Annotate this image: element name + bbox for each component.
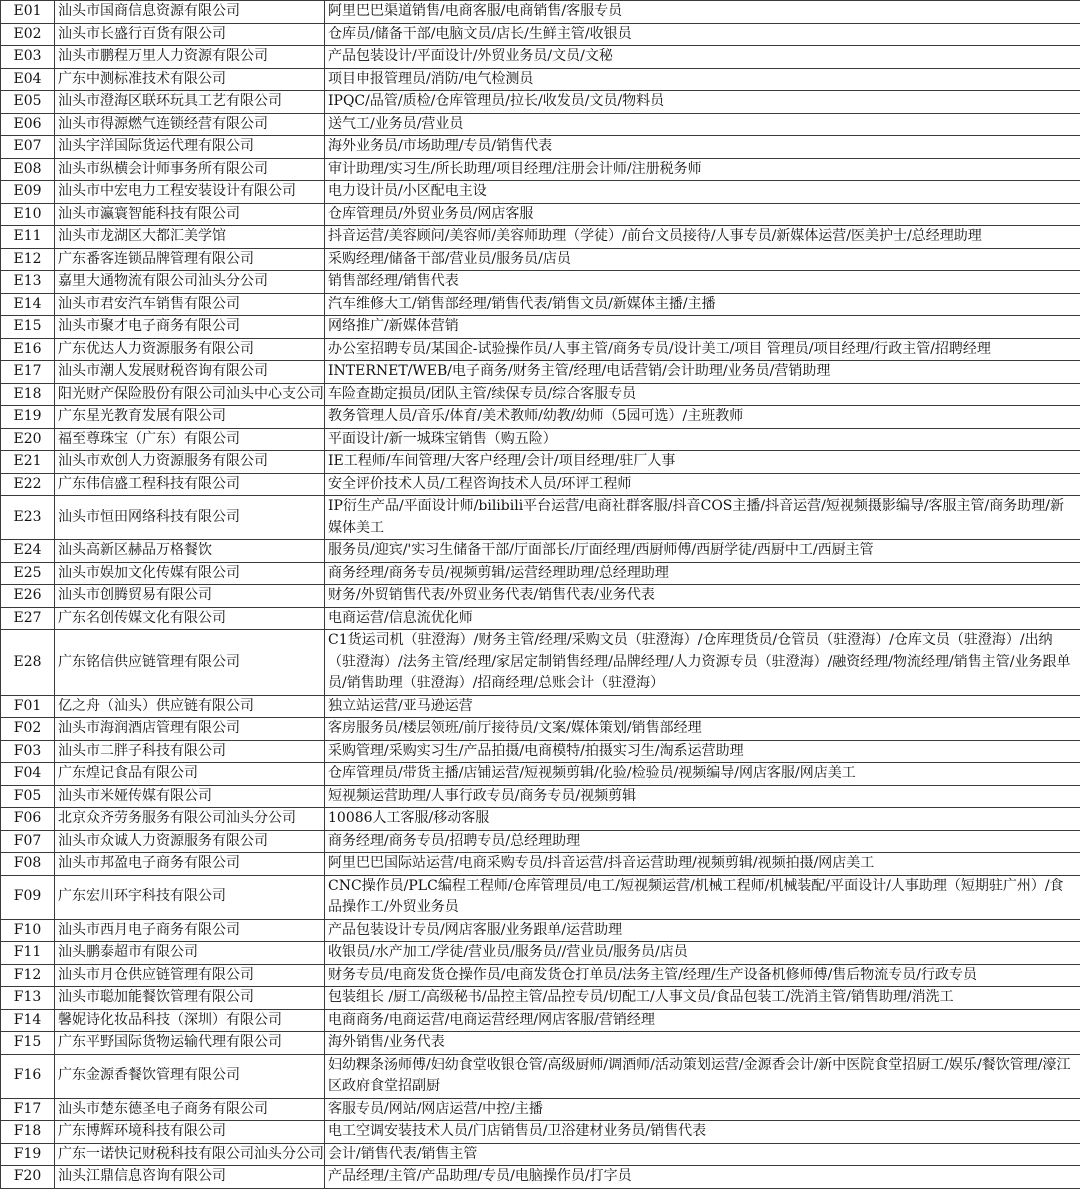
table-row <box>1 740 1080 763</box>
booth-code-cell: E12 <box>1 248 55 271</box>
table-row <box>1 248 1080 271</box>
table-row <box>1 338 1080 361</box>
positions-cell: 电商运营/信息流优化师 <box>325 607 1080 630</box>
positions-cell: 短视频运营助理/人事行政专员/商务专员/视频剪辑 <box>325 785 1080 808</box>
booth-code-cell: F19 <box>1 1143 55 1166</box>
positions-cell: 商务经理/商务专员/视频剪辑/运营经理助理/总经理助理 <box>325 562 1080 585</box>
company-name-cell: 福至尊珠宝（广东）有限公司 <box>55 428 325 451</box>
booth-code-cell: F12 <box>1 964 55 987</box>
booth-code-cell: E03 <box>1 46 55 69</box>
table-row <box>1 763 1080 786</box>
company-name-cell: 广东宏川环宇科技有限公司 <box>55 875 325 919</box>
booth-code-cell: F04 <box>1 763 55 786</box>
booth-code-cell: E08 <box>1 158 55 181</box>
positions-cell: IP衍生产品/平面设计师/bilibili平台运营/电商社群客服/抖音COS主播/抖音运营/短视频摄影编导/客服主管/商务助理/新媒体美工 <box>325 496 1080 540</box>
positions-cell: 教务管理人员/音乐/体育/美术教师/幼教/幼师（5园可选）/主班教师 <box>325 406 1080 429</box>
booth-code-cell: E19 <box>1 406 55 429</box>
table-body <box>1 1 1080 1189</box>
company-name-cell: 汕头市潮人发展财税咨询有限公司 <box>55 361 325 384</box>
booth-code-cell: E14 <box>1 293 55 316</box>
booth-code-cell: E05 <box>1 91 55 114</box>
table-row <box>1 428 1080 451</box>
positions-cell: 产品包装设计专员/网店客服/业务跟单/运营助理 <box>325 919 1080 942</box>
company-name-cell: 汕头高新区赫品万格餐饮 <box>55 540 325 563</box>
positions-cell: 收银员/水产加工/学徒/营业员/服务员//营业员/服务员/店员 <box>325 942 1080 965</box>
table-row <box>1 1009 1080 1032</box>
booth-code-cell: F03 <box>1 740 55 763</box>
company-name-cell: 汕头市邦盈电子商务有限公司 <box>55 853 325 876</box>
booth-code-cell: E28 <box>1 630 55 696</box>
booth-code-cell: F16 <box>1 1054 55 1098</box>
positions-cell: 客房服务员/楼层领班/前厅接待员/文案/媒体策划/销售部经理 <box>325 718 1080 741</box>
positions-cell: 妇幼粿条汤师傅/妇幼食堂收银仓管/高级厨师/调酒师/活动策划运营/金源香会计/新中医院食堂招厨工/娱乐/餐饮管理/濠江区政府食堂招副厨 <box>325 1054 1080 1098</box>
company-name-cell: 广东名创传媒文化有限公司 <box>55 607 325 630</box>
company-name-cell: 阳光财产保险股份有限公司汕头中心支公司 <box>55 383 325 406</box>
positions-cell: 办公室招聘专员/某国企-试验操作员/人事主管/商务专员/设计美工/项目 管理员/项目经理/行政主管/招聘经理 <box>325 338 1080 361</box>
table-row <box>1 1054 1080 1098</box>
booth-code-cell: E17 <box>1 361 55 384</box>
booth-code-cell: E07 <box>1 136 55 159</box>
table-row <box>1 540 1080 563</box>
booth-code-cell: E23 <box>1 496 55 540</box>
company-name-cell: 汕头市众诚人力资源服务有限公司 <box>55 830 325 853</box>
company-name-cell: 广东煌记食品有限公司 <box>55 763 325 786</box>
table-row <box>1 808 1080 831</box>
positions-cell: 产品经理/主管/产品助理/专员/电脑操作员/打字员 <box>325 1166 1080 1189</box>
positions-cell: 销售部经理/销售代表 <box>325 271 1080 294</box>
booth-code-cell: E09 <box>1 181 55 204</box>
table-row <box>1 68 1080 91</box>
table-row <box>1 695 1080 718</box>
booth-code-cell: F02 <box>1 718 55 741</box>
company-name-cell: 汕头市长盛行百货有限公司 <box>55 23 325 46</box>
booth-code-cell: E13 <box>1 271 55 294</box>
company-name-cell: 汕头市娱加文化传媒有限公司 <box>55 562 325 585</box>
table-row <box>1 293 1080 316</box>
positions-cell: 海外业务员/市场助理/专员/销售代表 <box>325 136 1080 159</box>
booth-code-cell: F11 <box>1 942 55 965</box>
company-name-cell: 汕头市聚才电子商务有限公司 <box>55 316 325 339</box>
company-name-cell: 广东一诺快记财税科技有限公司汕头分公司 <box>55 1143 325 1166</box>
positions-cell: 仓库管理员/带货主播/店铺运营/短视频剪辑/化验/检验员/视频编导/网店客服/网店美工 <box>325 763 1080 786</box>
table-row <box>1 830 1080 853</box>
company-name-cell: 汕头市米娅传媒有限公司 <box>55 785 325 808</box>
positions-cell: 汽车维修大工/销售部经理/销售代表/销售文员/新媒体主播/主播 <box>325 293 1080 316</box>
positions-cell: 审计助理/实习生/所长助理/项目经理/注册会计师/注册税务师 <box>325 158 1080 181</box>
positions-cell: 采购经理/储备干部/营业员/服务员/店员 <box>325 248 1080 271</box>
company-name-cell: 汕头市欢创人力资源服务有限公司 <box>55 451 325 474</box>
table-row <box>1 942 1080 965</box>
booth-code-cell: E01 <box>1 1 55 24</box>
company-name-cell: 广东伟信盛工程科技有限公司 <box>55 473 325 496</box>
booth-code-cell: F01 <box>1 695 55 718</box>
positions-cell: CNC操作员/PLC编程工程师/仓库管理员/电工/短视频运营/机械工程师/机械装配/平面设计/人事助理（短期驻广州）/食品操作工/外贸业务员 <box>325 875 1080 919</box>
booth-code-cell: E22 <box>1 473 55 496</box>
company-name-cell: 广东平野国际货物运输代理有限公司 <box>55 1032 325 1055</box>
table-row <box>1 718 1080 741</box>
booth-code-cell: F09 <box>1 875 55 919</box>
table-row <box>1 361 1080 384</box>
company-name-cell: 汕头市恒田网络科技有限公司 <box>55 496 325 540</box>
booth-code-cell: F13 <box>1 987 55 1010</box>
booth-code-cell: E21 <box>1 451 55 474</box>
booth-code-cell: F18 <box>1 1121 55 1144</box>
company-name-cell: 广东中测标准技术有限公司 <box>55 68 325 91</box>
positions-cell: 海外销售/业务代表 <box>325 1032 1080 1055</box>
booth-code-cell: E15 <box>1 316 55 339</box>
booth-code-cell: E26 <box>1 585 55 608</box>
positions-cell: 电商商务/电商运营/电商运营经理/网店客服/营销经理 <box>325 1009 1080 1032</box>
booth-code-cell: F07 <box>1 830 55 853</box>
positions-cell: 安全评价技术人员/工程咨询技术人员/环评工程师 <box>325 473 1080 496</box>
table-row <box>1 987 1080 1010</box>
company-name-cell: 汕头市创腾贸易有限公司 <box>55 585 325 608</box>
company-name-cell: 汕头市纵横会计师事务所有限公司 <box>55 158 325 181</box>
table-row <box>1 181 1080 204</box>
booth-code-cell: E18 <box>1 383 55 406</box>
table-row <box>1 23 1080 46</box>
positions-cell: 网络推广/新媒体营销 <box>325 316 1080 339</box>
company-name-cell: 广东金源香餐饮管理有限公司 <box>55 1054 325 1098</box>
table-row <box>1 875 1080 919</box>
company-name-cell: 汕头市得源燃气连锁经营有限公司 <box>55 113 325 136</box>
company-name-cell: 汕头市澄海区联环玩具工艺有限公司 <box>55 91 325 114</box>
table-row <box>1 113 1080 136</box>
company-name-cell: 汕头市龙湖区大都汇美学馆 <box>55 226 325 249</box>
company-name-cell: 广东番客连锁品牌管理有限公司 <box>55 248 325 271</box>
company-name-cell: 汕头市鹏程万里人力资源有限公司 <box>55 46 325 69</box>
positions-cell: 阿里巴巴渠道销售/电商客服/电商销售/客服专员 <box>325 1 1080 24</box>
positions-cell: 平面设计/新一城珠宝销售（购五险） <box>325 428 1080 451</box>
booth-code-cell: F15 <box>1 1032 55 1055</box>
positions-cell: IPQC/品管/质检/仓库管理员/拉长/收发员/文员/物料员 <box>325 91 1080 114</box>
company-name-cell: 汕头市西月电子商务有限公司 <box>55 919 325 942</box>
positions-cell: 车险查勘定损员/团队主管/续保专员/综合客服专员 <box>325 383 1080 406</box>
company-name-cell: 嘉里大通物流有限公司汕头分公司 <box>55 271 325 294</box>
booth-code-cell: F17 <box>1 1098 55 1121</box>
positions-cell: 仓库管理员/外贸业务员/网店客服 <box>325 203 1080 226</box>
company-name-cell: 广东铭信供应链管理有限公司 <box>55 630 325 696</box>
table-row <box>1 562 1080 585</box>
booth-code-cell: E06 <box>1 113 55 136</box>
positions-cell: IE工程师/车间管理/大客户经理/会计/项目经理/驻厂人事 <box>325 451 1080 474</box>
booth-code-cell: E04 <box>1 68 55 91</box>
table-row <box>1 1 1080 24</box>
table-row <box>1 383 1080 406</box>
positions-cell: 阿里巴巴国际站运营/电商采购专员/抖音运营/抖音运营助理/视频剪辑/视频拍摄/网店美工 <box>325 853 1080 876</box>
table-row <box>1 271 1080 294</box>
table-row <box>1 46 1080 69</box>
company-name-cell: 汕头市中宏电力工程安装设计有限公司 <box>55 181 325 204</box>
company-name-cell: 汕头市二胖子科技有限公司 <box>55 740 325 763</box>
positions-cell: 商务经理/商务专员/招聘专员/总经理助理 <box>325 830 1080 853</box>
positions-cell: 独立站运营/亚马逊运营 <box>325 695 1080 718</box>
positions-cell: 客服专员/网站/网店运营/中控/主播 <box>325 1098 1080 1121</box>
booth-code-cell: E24 <box>1 540 55 563</box>
booth-code-cell: F05 <box>1 785 55 808</box>
positions-cell: 送气工/业务员/营业员 <box>325 113 1080 136</box>
table-row <box>1 785 1080 808</box>
booth-code-cell: E16 <box>1 338 55 361</box>
table-row <box>1 630 1080 696</box>
booth-code-cell: F10 <box>1 919 55 942</box>
company-name-cell: 广东优达人力资源服务有限公司 <box>55 338 325 361</box>
company-name-cell: 汕头市月仓供应链管理有限公司 <box>55 964 325 987</box>
positions-cell: 产品包装设计/平面设计/外贸业务员/文员/文秘 <box>325 46 1080 69</box>
table-row <box>1 853 1080 876</box>
company-name-cell: 北京众齐劳务服务有限公司汕头分公司 <box>55 808 325 831</box>
positions-cell: 包装组长 /厨工/高级秘书/品控主管/品控专员/切配工/人事文员/食品包装工/洗消主管/销售助理/消洗工 <box>325 987 1080 1010</box>
booth-code-cell: E11 <box>1 226 55 249</box>
company-name-cell: 亿之舟（汕头）供应链有限公司 <box>55 695 325 718</box>
company-name-cell: 汕头鹏泰超市有限公司 <box>55 942 325 965</box>
company-name-cell: 广东博辉环境科技有限公司 <box>55 1121 325 1144</box>
positions-cell: 电力设计员/小区配电主设 <box>325 181 1080 204</box>
table-row <box>1 1121 1080 1144</box>
company-name-cell: 汕头市国商信息资源有限公司 <box>55 1 325 24</box>
booth-code-cell: E25 <box>1 562 55 585</box>
company-name-cell: 汕头市楚东德圣电子商务有限公司 <box>55 1098 325 1121</box>
table-row <box>1 91 1080 114</box>
positions-cell: 财务专员/电商发货仓操作员/电商发货仓打单员/法务主管/经理/生产设备机修师傅/售后物流专员/行政专员 <box>325 964 1080 987</box>
company-name-cell: 汕头市海润酒店管理有限公司 <box>55 718 325 741</box>
company-name-cell: 汕头市瀛寰智能科技有限公司 <box>55 203 325 226</box>
booth-code-cell: F06 <box>1 808 55 831</box>
positions-cell: 电工空调安装技术人员/门店销售员/卫浴建材业务员/销售代表 <box>325 1121 1080 1144</box>
positions-cell: 仓库员/储备干部/电脑文员/店长/生鲜主管/收银员 <box>325 23 1080 46</box>
table-row <box>1 226 1080 249</box>
company-name-cell: 汕头宇洋国际货运代理有限公司 <box>55 136 325 159</box>
table-row <box>1 316 1080 339</box>
table-row <box>1 406 1080 429</box>
positions-cell: 财务/外贸销售代表/外贸业务代表/销售代表/业务代表 <box>325 585 1080 608</box>
table-row <box>1 607 1080 630</box>
table-row <box>1 203 1080 226</box>
booth-code-cell: F08 <box>1 853 55 876</box>
positions-cell: 10086人工客服/移动客服 <box>325 808 1080 831</box>
table-row <box>1 919 1080 942</box>
positions-cell: 服务员/迎宾/'实习生储备干部/厅面部长/厅面经理/西厨师傅/西厨学徒/西厨中工/西厨主管 <box>325 540 1080 563</box>
positions-cell: 采购管理/采购实习生/产品拍摄/电商模特/拍摄实习生/淘系运营助理 <box>325 740 1080 763</box>
booth-code-cell: E02 <box>1 23 55 46</box>
company-name-cell: 馨妮诗化妆品科技（深圳）有限公司 <box>55 1009 325 1032</box>
positions-cell: 项目申报管理员/消防/电气检测员 <box>325 68 1080 91</box>
booth-code-cell: E20 <box>1 428 55 451</box>
company-name-cell: 汕头市君安汽车销售有限公司 <box>55 293 325 316</box>
company-name-cell: 汕头市聪加能餐饮管理有限公司 <box>55 987 325 1010</box>
company-name-cell: 广东星光教育发展有限公司 <box>55 406 325 429</box>
booth-code-cell: E27 <box>1 607 55 630</box>
positions-cell: INTERNET/WEB/电子商务/财务主管/经理/电话营销/会计助理/业务员/营销助理 <box>325 361 1080 384</box>
table-row <box>1 1098 1080 1121</box>
positions-cell: C1货运司机（驻澄海）/财务主管/经理/采购文员（驻澄海）/仓库理货员/仓管员（驻澄海）/仓库文员（驻澄海）/出纳（驻澄海）/法务主管/经理/家居定制销售经理/品牌经理/人力资源专员（驻澄海）/融资经理/物流经理/销售主管/业务跟单员/销售助理（驻澄海）/招商经理/总账会计（驻澄海） <box>325 630 1080 696</box>
table-row <box>1 1143 1080 1166</box>
table-row <box>1 1032 1080 1055</box>
booth-code-cell: F20 <box>1 1166 55 1189</box>
table-row <box>1 964 1080 987</box>
table-row <box>1 585 1080 608</box>
positions-cell: 会计/销售代表/销售主管 <box>325 1143 1080 1166</box>
booth-code-cell: E10 <box>1 203 55 226</box>
booth-code-cell: F14 <box>1 1009 55 1032</box>
table-row <box>1 473 1080 496</box>
table-row <box>1 496 1080 540</box>
table-row <box>1 451 1080 474</box>
positions-cell: 抖音运营/美容顾问/美容师/美容师助理（学徒）/前台文员接待/人事专员/新媒体运营/医美护士/总经理助理 <box>325 226 1080 249</box>
table-row <box>1 158 1080 181</box>
company-name-cell: 汕头江鼎信息咨询有限公司 <box>55 1166 325 1189</box>
table-row <box>1 136 1080 159</box>
